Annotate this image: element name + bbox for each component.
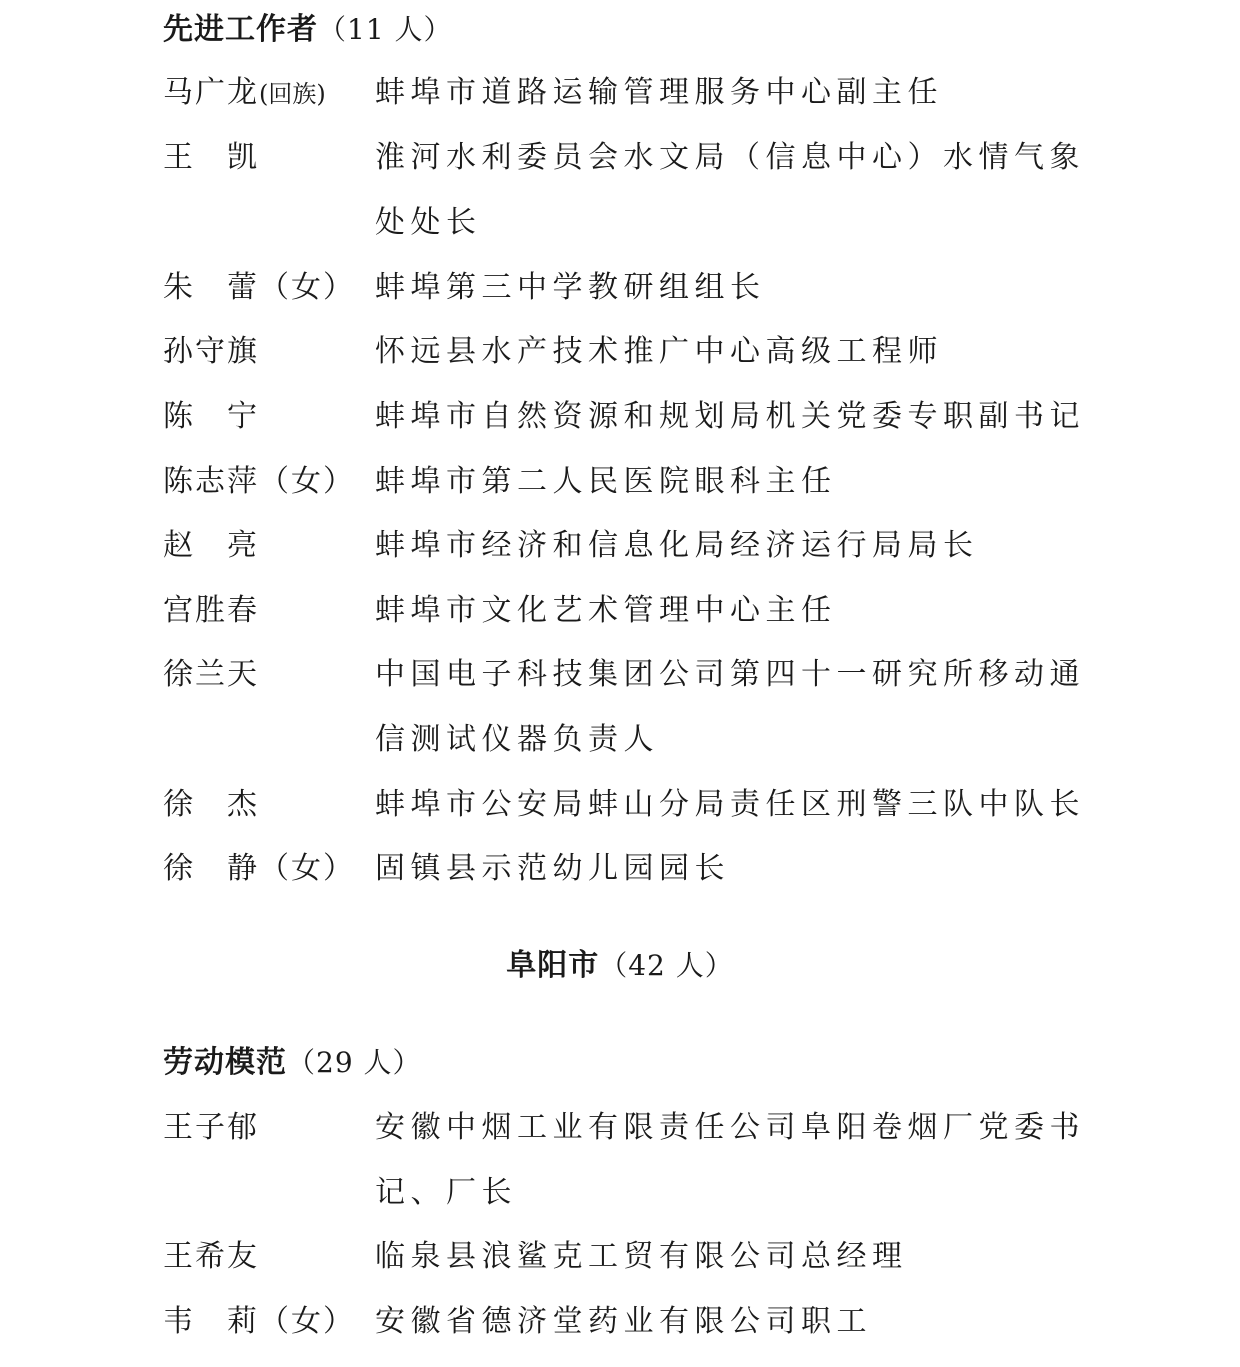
person-title: 蚌埠市自然资源和规划局机关党委专职副书记 — [375, 399, 1085, 434]
person-title: 安徽中烟工业有限责任公司阜阳卷烟厂党委书 记、厂长 — [375, 1110, 1085, 1210]
person-title: 蚌埠市公安局蚌山分局责任区刑警三队中队长 — [375, 787, 1085, 822]
person-title: 蚌埠市文化艺术管理中心主任 — [375, 593, 837, 628]
person-name: 徐 杰 — [163, 787, 259, 822]
person-name: 韦 莉（女） — [163, 1304, 355, 1339]
section-heading-advanced-workers — [163, 10, 453, 50]
ethnicity-note: (回族) — [259, 80, 326, 108]
person-name: 赵 亮 — [163, 528, 259, 563]
city-name: 阜阳市 — [506, 948, 600, 983]
person-title: 蚌埠市道路运输管理服务中心副主任 — [375, 75, 943, 110]
person-name: 宫胜春 — [163, 593, 259, 628]
person-title: 怀远县水产技术推广中心高级工程师 — [375, 334, 943, 369]
person-title: 固镇县示范幼儿园园长 — [375, 851, 730, 886]
person-title: 淮河水利委员会水文局（信息中心）水情气象 处处长 — [375, 140, 1085, 240]
person-name: 马广龙(回族) — [163, 75, 326, 110]
person-title: 蚌埠市第二人民医院眼科主任 — [375, 464, 837, 499]
section-heading-model-workers — [163, 1043, 422, 1083]
person-name: 陈 宁 — [163, 399, 259, 434]
section-heading-title: 先进工作者 — [163, 12, 318, 47]
person-title: 安徽省德济堂药业有限公司职工 — [375, 1304, 872, 1339]
person-name: 王希友 — [163, 1239, 259, 1274]
person-name: 朱 蕾（女） — [163, 270, 355, 305]
person-title: 中国电子科技集团公司第四十一研究所移动通 信测试仪器负责人 — [375, 657, 1085, 757]
person-name: 徐 静（女） — [163, 851, 355, 886]
person-title: 蚌埠第三中学教研组组长 — [375, 270, 766, 305]
section-heading-count: （11 人） — [318, 13, 453, 46]
section-heading-count: （29 人） — [287, 1046, 422, 1079]
person-title: 蚌埠市经济和信息化局经济运行局局长 — [375, 528, 979, 563]
person-title: 临泉县浪鲨克工贸有限公司总经理 — [375, 1239, 908, 1274]
person-name: 陈志萍（女） — [163, 464, 355, 499]
city-heading — [0, 946, 1240, 986]
person-name: 徐兰天 — [163, 657, 259, 692]
person-name: 王子郁 — [163, 1110, 259, 1145]
person-name: 孙守旗 — [163, 334, 259, 369]
person-name: 王 凯 — [163, 140, 259, 175]
city-count: （42 人） — [599, 949, 734, 982]
section-heading-title: 劳动模范 — [163, 1045, 287, 1080]
